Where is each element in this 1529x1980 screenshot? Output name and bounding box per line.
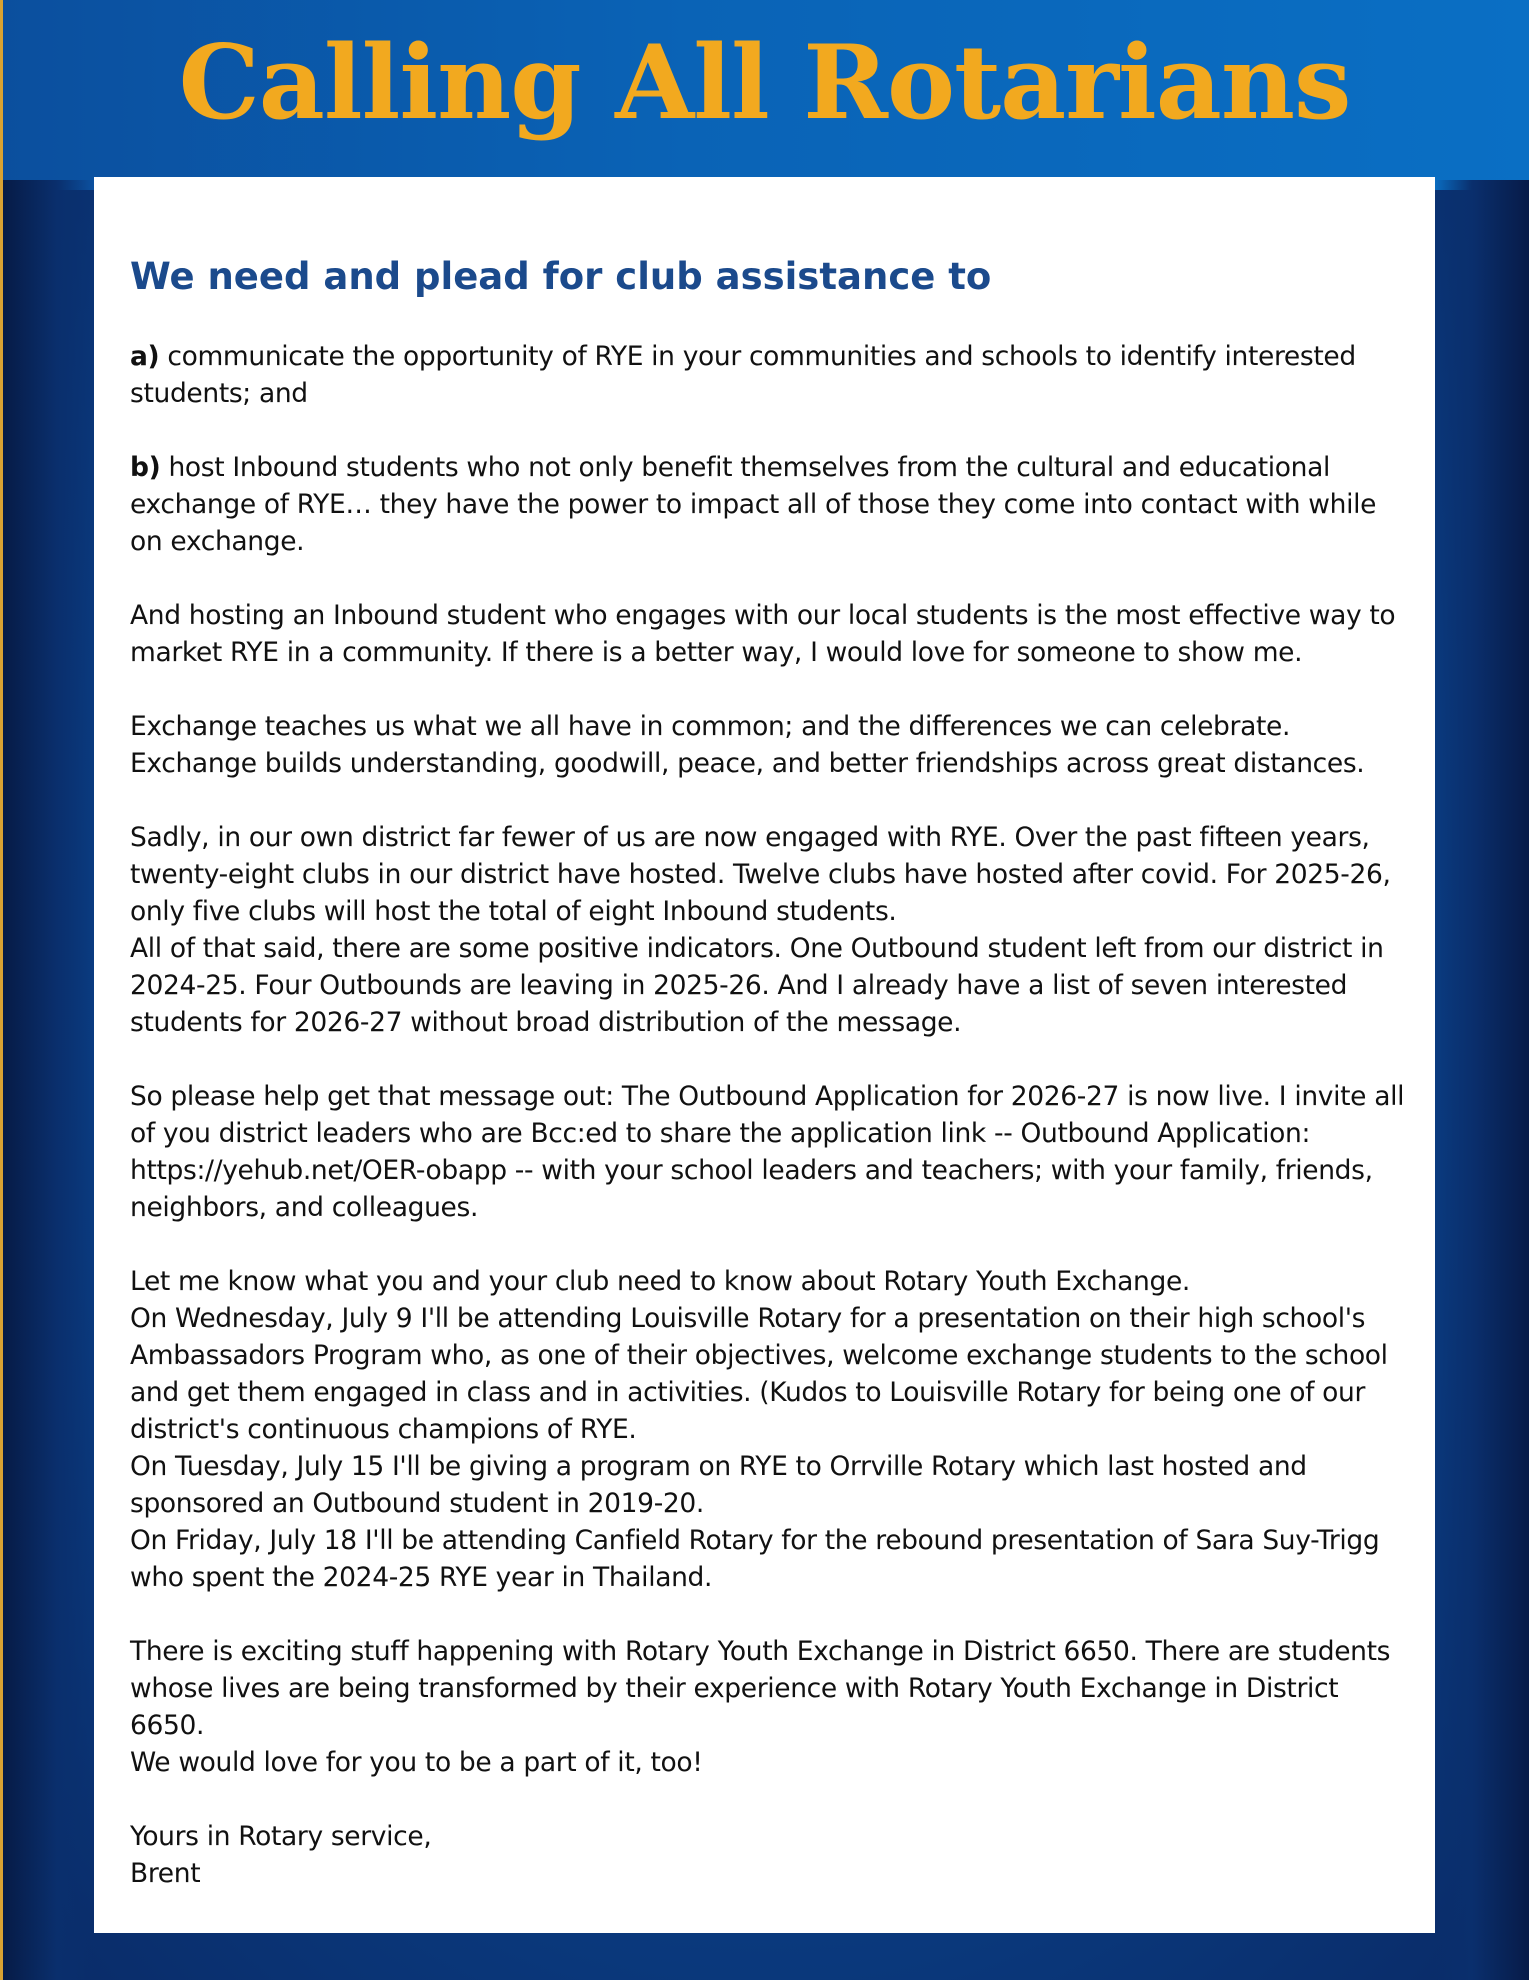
- item-a-label: a): [130, 341, 160, 373]
- page-title: Calling All Rotarians: [178, 23, 1351, 143]
- signature: Brent: [130, 1858, 201, 1890]
- paragraph-line: And hosting an Inbound student who engages with our local students is the most effective way to market RYE in a community. If there is a better way, I would love for someone to show me.: [130, 600, 1396, 669]
- paragraph-application: [130, 1078, 1415, 1226]
- letter-card: [94, 177, 1435, 1933]
- paragraph-line: We would love for you to be a part of it, too!: [130, 1747, 703, 1779]
- letter-heading: We need and plead for club assistance to: [130, 255, 992, 298]
- paragraph-line: On Wednesday, July 9 I'll be attending Louisville Rotary for a presentation on their high school's Ambassadors Program who, as one of their objectives, welcome exchange students to the school and get them engaged in class and in activities. (Kudos to Louisville Rotary for being one of our district's continuous champions of RYE.: [130, 1303, 1388, 1446]
- closing-line: Yours in Rotary service,: [130, 1821, 432, 1853]
- paragraph-closing-remarks: [130, 1633, 1415, 1781]
- paragraph-line: On Tuesday, July 15 I'll be giving a program on RYE to Orrville Rotary which last hosted and sponsored an Outbound student in 2019-20.: [130, 1451, 1307, 1520]
- item-a-text: communicate the opportunity of RYE in your communities and schools to identify interested students; and: [130, 341, 1356, 410]
- paragraph-line: Let me know what you and your club need to know about Rotary Youth Exchange.: [130, 1266, 1190, 1298]
- item-b-label: b): [130, 452, 161, 484]
- paragraph-exchange: [130, 708, 1415, 782]
- paragraph-line: Sadly, in our own district far fewer of us are now engaged with RYE. Over the past fifteen years, twenty-eight clubs in our district have hosted. Twelve clubs have hosted after covid. For 2025-26, only five clubs will host the total of eight Inbound students.: [130, 822, 1391, 928]
- paragraph-line: Exchange teaches us what we all have in common; and the differences we can celebrate. Exchange builds understanding, goodwill, peace, and better friendships across great distances.: [130, 711, 1365, 780]
- item-b-text: host Inbound students who not only benefit themselves from the cultural and educational exchange of RYE… they have the power to impact all of those they come into contact with while on exchange.: [130, 452, 1377, 558]
- paragraph-line: There is exciting stuff happening with Rotary Youth Exchange in District 6650. There are students whose lives are being transformed by their experience with Rotary Youth Exchange in District 6650.: [130, 1636, 1391, 1742]
- gold-border: [0, 0, 3, 1980]
- paragraph-line: So please help get that message out: The Outbound Application for 2026-27 is now live. I invite all of you district leaders who are Bcc:ed to share the application link -- Outbound Application: https://yehub.net/OER-obapp -- with your school leaders and teachers; with your family, friends, neighbors, and colleagues.: [130, 1081, 1405, 1224]
- background-shade-left: [0, 180, 95, 1980]
- paragraph-district-stats: [130, 819, 1415, 1041]
- background-shade-right: [1434, 180, 1529, 1980]
- paragraph-line: On Friday, July 18 I'll be attending Canfield Rotary for the rebound presentation of Sara Suy-Trigg who spent the 2024-25 RYE year in Thailand.: [130, 1525, 1380, 1594]
- paragraph-marketing: [130, 597, 1415, 671]
- sign-off: [130, 1818, 1415, 1892]
- item-a: [130, 338, 1415, 412]
- item-b: [130, 449, 1415, 560]
- paragraph-events: [130, 1263, 1415, 1596]
- paragraph-line: All of that said, there are some positive indicators. One Outbound student left from our district in 2024-25. Four Outbounds are leaving in 2025-26. And I already have a list of seven interested students for 2026-27 without broad distribution of the message.: [130, 933, 1384, 1039]
